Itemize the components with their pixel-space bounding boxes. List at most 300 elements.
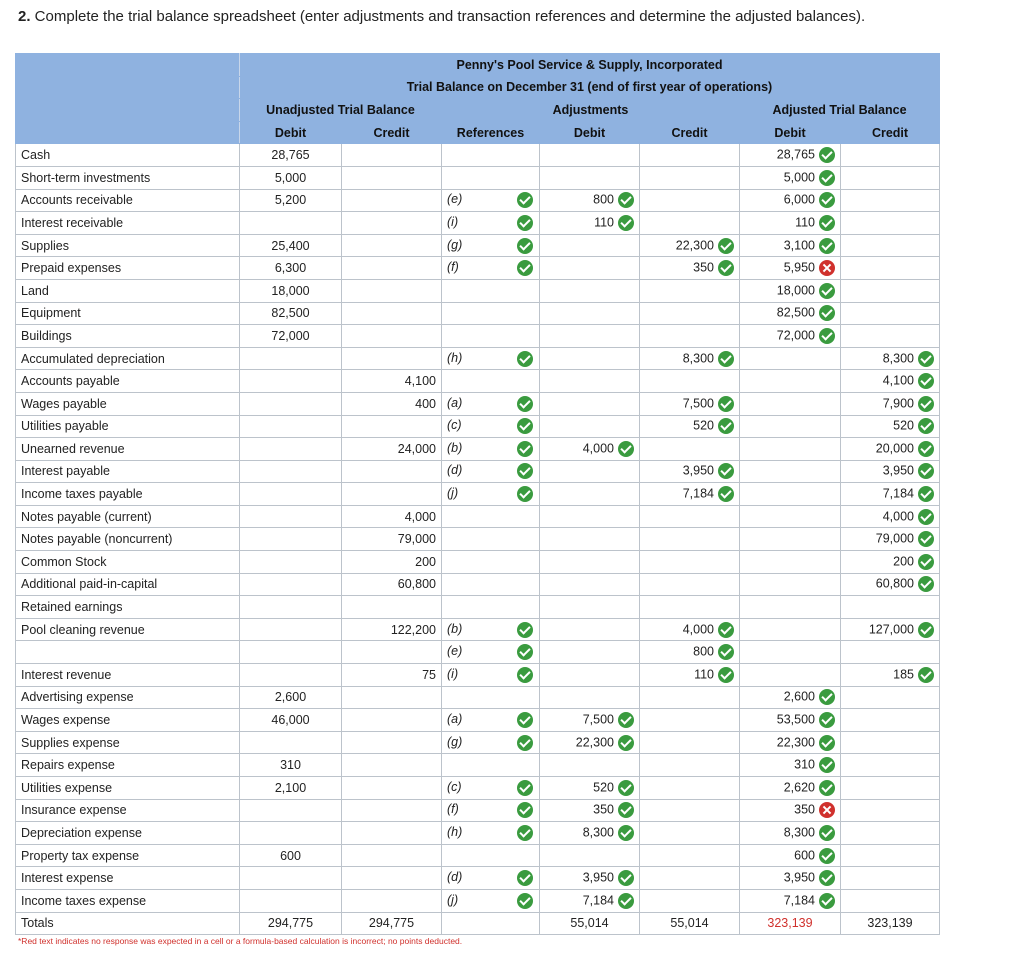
adjusted-debit-cell[interactable] — [740, 438, 841, 461]
reference-cell[interactable] — [442, 415, 540, 438]
adjusted-credit-cell[interactable] — [841, 347, 940, 370]
adjusted-debit-cell[interactable] — [740, 234, 841, 257]
account-name: Supplies — [16, 234, 240, 257]
reference-cell[interactable] — [442, 799, 540, 822]
unadjusted-credit-cell: 24,000 — [342, 438, 442, 461]
adjusted-debit-cell[interactable] — [740, 641, 841, 664]
adjusted-debit-cell[interactable] — [740, 731, 841, 754]
adjustment-debit-cell[interactable] — [540, 212, 640, 235]
reference-value: (c) — [447, 418, 462, 433]
reference-value: (j) — [447, 892, 459, 907]
unadjusted-debit-cell — [240, 212, 342, 235]
unadjusted-debit-cell — [240, 573, 342, 596]
check-correct-icon — [718, 260, 734, 276]
reference-cell[interactable] — [442, 257, 540, 280]
table-row — [16, 483, 940, 506]
table-row — [16, 347, 940, 370]
check-correct-icon — [718, 622, 734, 638]
adjusted-credit-cell[interactable] — [841, 686, 940, 709]
adjusted-credit-cell[interactable] — [841, 664, 940, 687]
unadjusted-credit-cell — [342, 596, 442, 619]
adjusted-credit-cell[interactable] — [841, 189, 940, 212]
question-number: 2. — [18, 8, 31, 25]
reference-cell[interactable] — [442, 709, 540, 732]
adjusted-credit-cell[interactable] — [841, 596, 940, 619]
unadjusted-debit-cell — [240, 392, 342, 415]
account-name: Insurance expense — [16, 799, 240, 822]
adjustment-debit-cell[interactable] — [540, 551, 640, 574]
adjustment-credit-cell[interactable] — [640, 415, 740, 438]
reference-cell[interactable] — [442, 889, 540, 912]
adjustment-credit-cell[interactable] — [640, 618, 740, 641]
unadjusted-credit-cell: 4,100 — [342, 370, 442, 393]
unadjusted-credit-cell — [342, 709, 442, 732]
unadjusted-debit-cell — [240, 460, 342, 483]
reference-value: (h) — [447, 824, 463, 839]
check-correct-icon — [517, 802, 533, 818]
reference-cell[interactable] — [442, 347, 540, 370]
adjusted-debit-cell[interactable] — [740, 460, 841, 483]
adjustment-credit-cell[interactable] — [640, 686, 740, 709]
adjustment-credit-cell[interactable] — [640, 325, 740, 348]
account-name: Pool cleaning revenue — [16, 618, 240, 641]
reference-cell[interactable] — [442, 528, 540, 551]
adjustment-debit-cell[interactable] — [540, 573, 640, 596]
adjustment-credit-value: 3,950 — [682, 463, 714, 478]
account-name: Repairs expense — [16, 754, 240, 777]
adjustment-debit-cell[interactable] — [540, 325, 640, 348]
check-correct-icon — [517, 463, 533, 479]
adjustment-debit-cell[interactable] — [540, 460, 640, 483]
reference-cell[interactable] — [442, 686, 540, 709]
unadjusted-debit-cell: 5,000 — [240, 166, 342, 189]
adjusted-credit-cell[interactable] — [841, 392, 940, 415]
adjusted-debit-value: 82,500 — [776, 305, 815, 320]
adjusted-credit-cell[interactable] — [841, 257, 940, 280]
table-row — [16, 144, 940, 167]
adjusted-debit-cell[interactable] — [740, 799, 841, 822]
adjusted-credit-cell[interactable] — [841, 777, 940, 800]
check-correct-icon — [819, 870, 835, 886]
reference-cell[interactable] — [442, 664, 540, 687]
adjusted-credit-cell[interactable] — [841, 212, 940, 235]
reference-cell[interactable] — [442, 505, 540, 528]
adjustment-credit-value: 7,184 — [682, 486, 714, 501]
adjustment-debit-cell[interactable] — [540, 664, 640, 687]
check-correct-icon — [517, 192, 533, 208]
reference-cell[interactable] — [442, 641, 540, 664]
unadjusted-debit-cell: 72,000 — [240, 325, 342, 348]
check-correct-icon — [517, 780, 533, 796]
table-row — [16, 596, 940, 619]
adjusted-credit-cell[interactable] — [841, 573, 940, 596]
adjusted-debit-cell[interactable] — [740, 596, 841, 619]
adjusted-debit-cell[interactable] — [740, 822, 841, 845]
adjustment-debit-cell[interactable] — [540, 144, 640, 167]
adjustment-debit-cell[interactable] — [540, 777, 640, 800]
reference-cell[interactable] — [442, 144, 540, 167]
check-correct-icon — [819, 283, 835, 299]
reference-cell[interactable] — [442, 731, 540, 754]
adjusted-credit-value: 3,950 — [882, 463, 914, 478]
adjustment-credit-cell[interactable] — [640, 528, 740, 551]
check-correct-icon — [517, 644, 533, 660]
adjustment-debit-cell[interactable] — [540, 438, 640, 461]
adjusted-debit-cell[interactable] — [740, 257, 841, 280]
adjustment-credit-cell[interactable] — [640, 799, 740, 822]
adjustment-debit-cell[interactable] — [540, 822, 640, 845]
table-row — [16, 709, 940, 732]
adjusted-credit-cell[interactable] — [841, 528, 940, 551]
adjusted-credit-cell[interactable] — [841, 483, 940, 506]
adjustment-debit-cell[interactable] — [540, 799, 640, 822]
adjusted-credit-cell[interactable] — [841, 505, 940, 528]
adjustment-debit-cell[interactable] — [540, 257, 640, 280]
adjustment-credit-cell[interactable] — [640, 551, 740, 574]
adjustment-credit-cell[interactable] — [640, 754, 740, 777]
adjustment-debit-cell[interactable] — [540, 392, 640, 415]
unadjusted-credit-cell: 4,000 — [342, 505, 442, 528]
adjustment-credit-cell[interactable] — [640, 505, 740, 528]
adjusted-debit-cell[interactable] — [740, 528, 841, 551]
adjusted-debit-cell[interactable] — [740, 709, 841, 732]
adjusted-credit-cell[interactable] — [841, 302, 940, 325]
adjustment-credit-cell[interactable] — [640, 438, 740, 461]
adjustment-credit-cell[interactable] — [640, 166, 740, 189]
check-correct-icon — [517, 260, 533, 276]
table-row — [16, 844, 940, 867]
adjustment-credit-cell[interactable] — [640, 731, 740, 754]
adjusted-debit-value: 5,950 — [783, 260, 815, 275]
adjusted-debit-cell[interactable] — [740, 573, 841, 596]
adjusted-credit-cell[interactable] — [841, 166, 940, 189]
table-row — [16, 257, 940, 280]
unadjusted-debit-cell: 82,500 — [240, 302, 342, 325]
adjustment-debit-value: 22,300 — [575, 734, 614, 749]
reference-value: (e) — [447, 192, 463, 207]
check-correct-icon — [517, 622, 533, 638]
adjusted-debit-cell[interactable] — [740, 166, 841, 189]
adjusted-debit-cell[interactable] — [740, 325, 841, 348]
check-correct-icon — [618, 712, 634, 728]
adjusted-credit-value: 4,000 — [882, 508, 914, 523]
table-row — [16, 664, 940, 687]
unadjusted-credit-cell: 79,000 — [342, 528, 442, 551]
unadjusted-debit-cell: 46,000 — [240, 709, 342, 732]
adjusted-credit-cell[interactable] — [841, 754, 940, 777]
adjusted-credit-value: 8,300 — [882, 350, 914, 365]
unadjusted-debit-cell: 18,000 — [240, 279, 342, 302]
adjustment-debit-cell[interactable] — [540, 641, 640, 664]
adjustment-debit-cell[interactable] — [540, 528, 640, 551]
adjusted-credit-cell[interactable] — [841, 415, 940, 438]
unadjusted-credit-cell — [342, 460, 442, 483]
adjustment-credit-cell[interactable] — [640, 234, 740, 257]
adjustment-debit-cell[interactable] — [540, 844, 640, 867]
adjustment-credit-cell[interactable] — [640, 144, 740, 167]
unadjusted-debit-cell — [240, 664, 342, 687]
check-correct-icon — [819, 780, 835, 796]
adjustment-debit-cell[interactable] — [540, 505, 640, 528]
adjustment-debit-cell[interactable] — [540, 709, 640, 732]
reference-cell[interactable] — [442, 302, 540, 325]
unadjusted-debit-cell — [240, 370, 342, 393]
reference-cell[interactable] — [442, 777, 540, 800]
references-header: References — [442, 121, 540, 144]
reference-cell[interactable] — [442, 573, 540, 596]
adjustment-credit-cell[interactable] — [640, 302, 740, 325]
reference-cell[interactable] — [442, 822, 540, 845]
reference-cell[interactable] — [442, 189, 540, 212]
adjustment-debit-cell[interactable] — [540, 596, 640, 619]
check-correct-icon — [517, 215, 533, 231]
reference-cell[interactable] — [442, 370, 540, 393]
adjusted-credit-cell[interactable] — [841, 279, 940, 302]
adjusted-credit-cell[interactable] — [841, 234, 940, 257]
unadjusted-debit-cell: 2,600 — [240, 686, 342, 709]
reference-cell[interactable] — [442, 234, 540, 257]
adjusted-debit-cell[interactable] — [740, 867, 841, 890]
adjustments-debit-header: Debit — [540, 121, 640, 144]
reference-cell[interactable] — [442, 438, 540, 461]
table-row — [16, 777, 940, 800]
adjusted-credit-value: 7,900 — [882, 396, 914, 410]
reference-cell[interactable] — [442, 867, 540, 890]
adjusted-credit-cell[interactable] — [841, 438, 940, 461]
unadjusted-credit-cell — [342, 799, 442, 822]
adjusted-debit-cell[interactable] — [740, 618, 841, 641]
adjusted-debit-cell[interactable] — [740, 392, 841, 415]
check-correct-icon — [517, 712, 533, 728]
adjustment-credit-cell[interactable] — [640, 709, 740, 732]
adjusted-debit-cell[interactable] — [740, 415, 841, 438]
adjusted-debit-cell[interactable] — [740, 889, 841, 912]
adjustment-debit-cell[interactable] — [540, 754, 640, 777]
adjusted-credit-cell[interactable] — [841, 460, 940, 483]
adjusted-credit-cell[interactable] — [841, 641, 940, 664]
adjustment-credit-value: 520 — [693, 418, 714, 433]
adjusted-credit-cell[interactable] — [841, 799, 940, 822]
adjustment-credit-cell[interactable] — [640, 212, 740, 235]
adjustment-debit-cell[interactable] — [540, 686, 640, 709]
check-correct-icon — [918, 531, 934, 547]
check-correct-icon — [918, 509, 934, 525]
unadjusted-debit-cell — [240, 528, 342, 551]
adjustment-debit-cell[interactable] — [540, 189, 640, 212]
reference-cell[interactable] — [442, 551, 540, 574]
reference-cell[interactable] — [442, 596, 540, 619]
adjustment-credit-cell[interactable] — [640, 573, 740, 596]
account-name: Land — [16, 279, 240, 302]
unadjusted-credit-cell — [342, 415, 442, 438]
adjustment-credit-cell[interactable] — [640, 641, 740, 664]
adjustment-debit-cell[interactable] — [540, 731, 640, 754]
adjusted-debit-value: 18,000 — [776, 283, 815, 298]
reference-value: (h) — [447, 350, 463, 365]
unadjusted-debit-cell: 6,300 — [240, 257, 342, 280]
reference-value: (f) — [447, 802, 459, 817]
adjusted-credit-value: 79,000 — [875, 531, 914, 546]
adjusted-debit-cell[interactable] — [740, 777, 841, 800]
check-correct-icon — [918, 373, 934, 389]
unadjusted-debit-cell: 5,200 — [240, 189, 342, 212]
adjusted-credit-cell[interactable] — [841, 144, 940, 167]
adjusted-credit-cell[interactable] — [841, 867, 940, 890]
reference-cell[interactable] — [442, 212, 540, 235]
reference-cell[interactable] — [442, 279, 540, 302]
adjusted-debit-cell[interactable] — [740, 212, 841, 235]
unadjusted-credit-cell — [342, 234, 442, 257]
unadjusted-credit-cell — [342, 754, 442, 777]
adjusted-credit-cell[interactable] — [841, 551, 940, 574]
reference-value: (a) — [447, 395, 463, 410]
adjusted-credit-cell[interactable] — [841, 889, 940, 912]
check-correct-icon — [517, 735, 533, 751]
adjustment-credit-cell[interactable] — [640, 867, 740, 890]
table-row — [16, 799, 940, 822]
table-row — [16, 731, 940, 754]
adjusted-debit-cell[interactable] — [740, 347, 841, 370]
reference-cell[interactable] — [442, 460, 540, 483]
adjustment-credit-cell[interactable] — [640, 483, 740, 506]
adjusted-debit-cell[interactable] — [740, 370, 841, 393]
unadjusted-debit-cell — [240, 799, 342, 822]
adjusted-debit-cell[interactable] — [740, 505, 841, 528]
adjustment-debit-cell[interactable] — [540, 370, 640, 393]
unadjusted-credit-cell — [342, 822, 442, 845]
adjustment-debit-cell[interactable] — [540, 279, 640, 302]
adjustment-credit-cell[interactable] — [640, 370, 740, 393]
reference-cell[interactable] — [442, 483, 540, 506]
reference-value: (j) — [447, 486, 459, 501]
adjustment-debit-cell[interactable] — [540, 302, 640, 325]
unadjusted-debit-cell: 600 — [240, 844, 342, 867]
adjusted-debit-header: Debit — [740, 121, 841, 144]
account-name: Interest payable — [16, 460, 240, 483]
account-name: Wages expense — [16, 709, 240, 732]
table-row — [16, 234, 940, 257]
reference-value: (e) — [447, 644, 463, 659]
adjusted-credit-cell[interactable] — [841, 822, 940, 845]
adjustment-credit-cell[interactable] — [640, 392, 740, 415]
check-correct-icon — [618, 735, 634, 751]
adjusted-credit-cell[interactable] — [841, 325, 940, 348]
unadjusted-debit-cell: 28,765 — [240, 144, 342, 167]
adjusted-credit-value: 185 — [893, 667, 914, 682]
adjusted-credit-cell[interactable] — [841, 844, 940, 867]
adjustment-credit-cell[interactable] — [640, 347, 740, 370]
check-correct-icon — [918, 351, 934, 367]
adjustment-credit-cell[interactable] — [640, 596, 740, 619]
adjusted-credit-cell[interactable] — [841, 709, 940, 732]
adjusted-debit-cell[interactable] — [740, 754, 841, 777]
adjusted-credit-value: 20,000 — [875, 441, 914, 456]
check-correct-icon — [618, 825, 634, 841]
unadjusted-debit-cell — [240, 596, 342, 619]
unadjusted-credit-cell: 60,800 — [342, 573, 442, 596]
check-correct-icon — [618, 441, 634, 457]
adjustment-credit-cell[interactable] — [640, 822, 740, 845]
table-row — [16, 166, 940, 189]
adjustment-credit-value: 7,500 — [682, 396, 714, 410]
adjusted-debit-value: 72,000 — [776, 328, 815, 343]
adjusted-debit-cell[interactable] — [740, 189, 841, 212]
adjusted-credit-cell[interactable] — [841, 618, 940, 641]
adjustment-credit-cell[interactable] — [640, 777, 740, 800]
unadjusted-debit-cell — [240, 889, 342, 912]
adjusted-debit-cell[interactable] — [740, 664, 841, 687]
adjustments-header: Adjustments — [442, 99, 740, 122]
adjustment-credit-cell[interactable] — [640, 889, 740, 912]
adjusted-debit-cell[interactable] — [740, 844, 841, 867]
account-name: Common Stock — [16, 551, 240, 574]
check-correct-icon — [819, 825, 835, 841]
check-correct-icon — [718, 396, 734, 412]
adjustment-credit-value: 8,300 — [682, 350, 714, 365]
adjusted-debit-cell[interactable] — [740, 302, 841, 325]
table-row — [16, 528, 940, 551]
table-row — [16, 822, 940, 845]
check-correct-icon — [918, 667, 934, 683]
adjusted-debit-cell[interactable] — [740, 686, 841, 709]
adjustment-credit-cell[interactable] — [640, 664, 740, 687]
total-references — [442, 912, 540, 935]
adjustment-debit-cell[interactable] — [540, 234, 640, 257]
adjustment-credit-cell[interactable] — [640, 279, 740, 302]
adjustment-debit-cell[interactable] — [540, 347, 640, 370]
adjusted-debit-cell[interactable] — [740, 279, 841, 302]
reference-cell[interactable] — [442, 618, 540, 641]
adjusted-debit-cell[interactable] — [740, 551, 841, 574]
reference-cell[interactable] — [442, 844, 540, 867]
adjusted-credit-cell[interactable] — [841, 731, 940, 754]
check-correct-icon — [819, 757, 835, 773]
adjustment-debit-cell[interactable] — [540, 415, 640, 438]
reference-cell[interactable] — [442, 325, 540, 348]
adjustment-credit-cell[interactable] — [640, 189, 740, 212]
adjustment-debit-cell[interactable] — [540, 618, 640, 641]
account-name: Accounts receivable — [16, 189, 240, 212]
adjustment-credit-cell[interactable] — [640, 460, 740, 483]
unadjusted-credit-cell: 122,200 — [342, 618, 442, 641]
unadjusted-credit-cell — [342, 844, 442, 867]
reference-value: (b) — [447, 621, 463, 636]
adjustment-credit-cell[interactable] — [640, 257, 740, 280]
reference-cell[interactable] — [442, 166, 540, 189]
unadjusted-credit-cell — [342, 731, 442, 754]
adjustment-debit-cell[interactable] — [540, 889, 640, 912]
unadjusted-debit-cell — [240, 618, 342, 641]
total-unadjusted-credit: 294,775 — [342, 912, 442, 935]
adjustment-debit-cell[interactable] — [540, 166, 640, 189]
adjusted-debit-value: 6,000 — [783, 192, 815, 207]
adjusted-debit-cell[interactable] — [740, 483, 841, 506]
table-row — [16, 392, 940, 415]
check-correct-icon — [718, 644, 734, 660]
reference-cell[interactable] — [442, 392, 540, 415]
total-unadjusted-debit: 294,775 — [240, 912, 342, 935]
check-correct-icon — [819, 170, 835, 186]
account-name: Retained earnings — [16, 596, 240, 619]
adjusted-debit-cell[interactable] — [740, 144, 841, 167]
adjustment-credit-cell[interactable] — [640, 844, 740, 867]
account-name: Accumulated depreciation — [16, 347, 240, 370]
adjustment-debit-cell[interactable] — [540, 867, 640, 890]
adjustment-debit-cell[interactable] — [540, 483, 640, 506]
unadjusted-credit-cell — [342, 279, 442, 302]
adjusted-credit-cell[interactable] — [841, 370, 940, 393]
reference-cell[interactable] — [442, 754, 540, 777]
